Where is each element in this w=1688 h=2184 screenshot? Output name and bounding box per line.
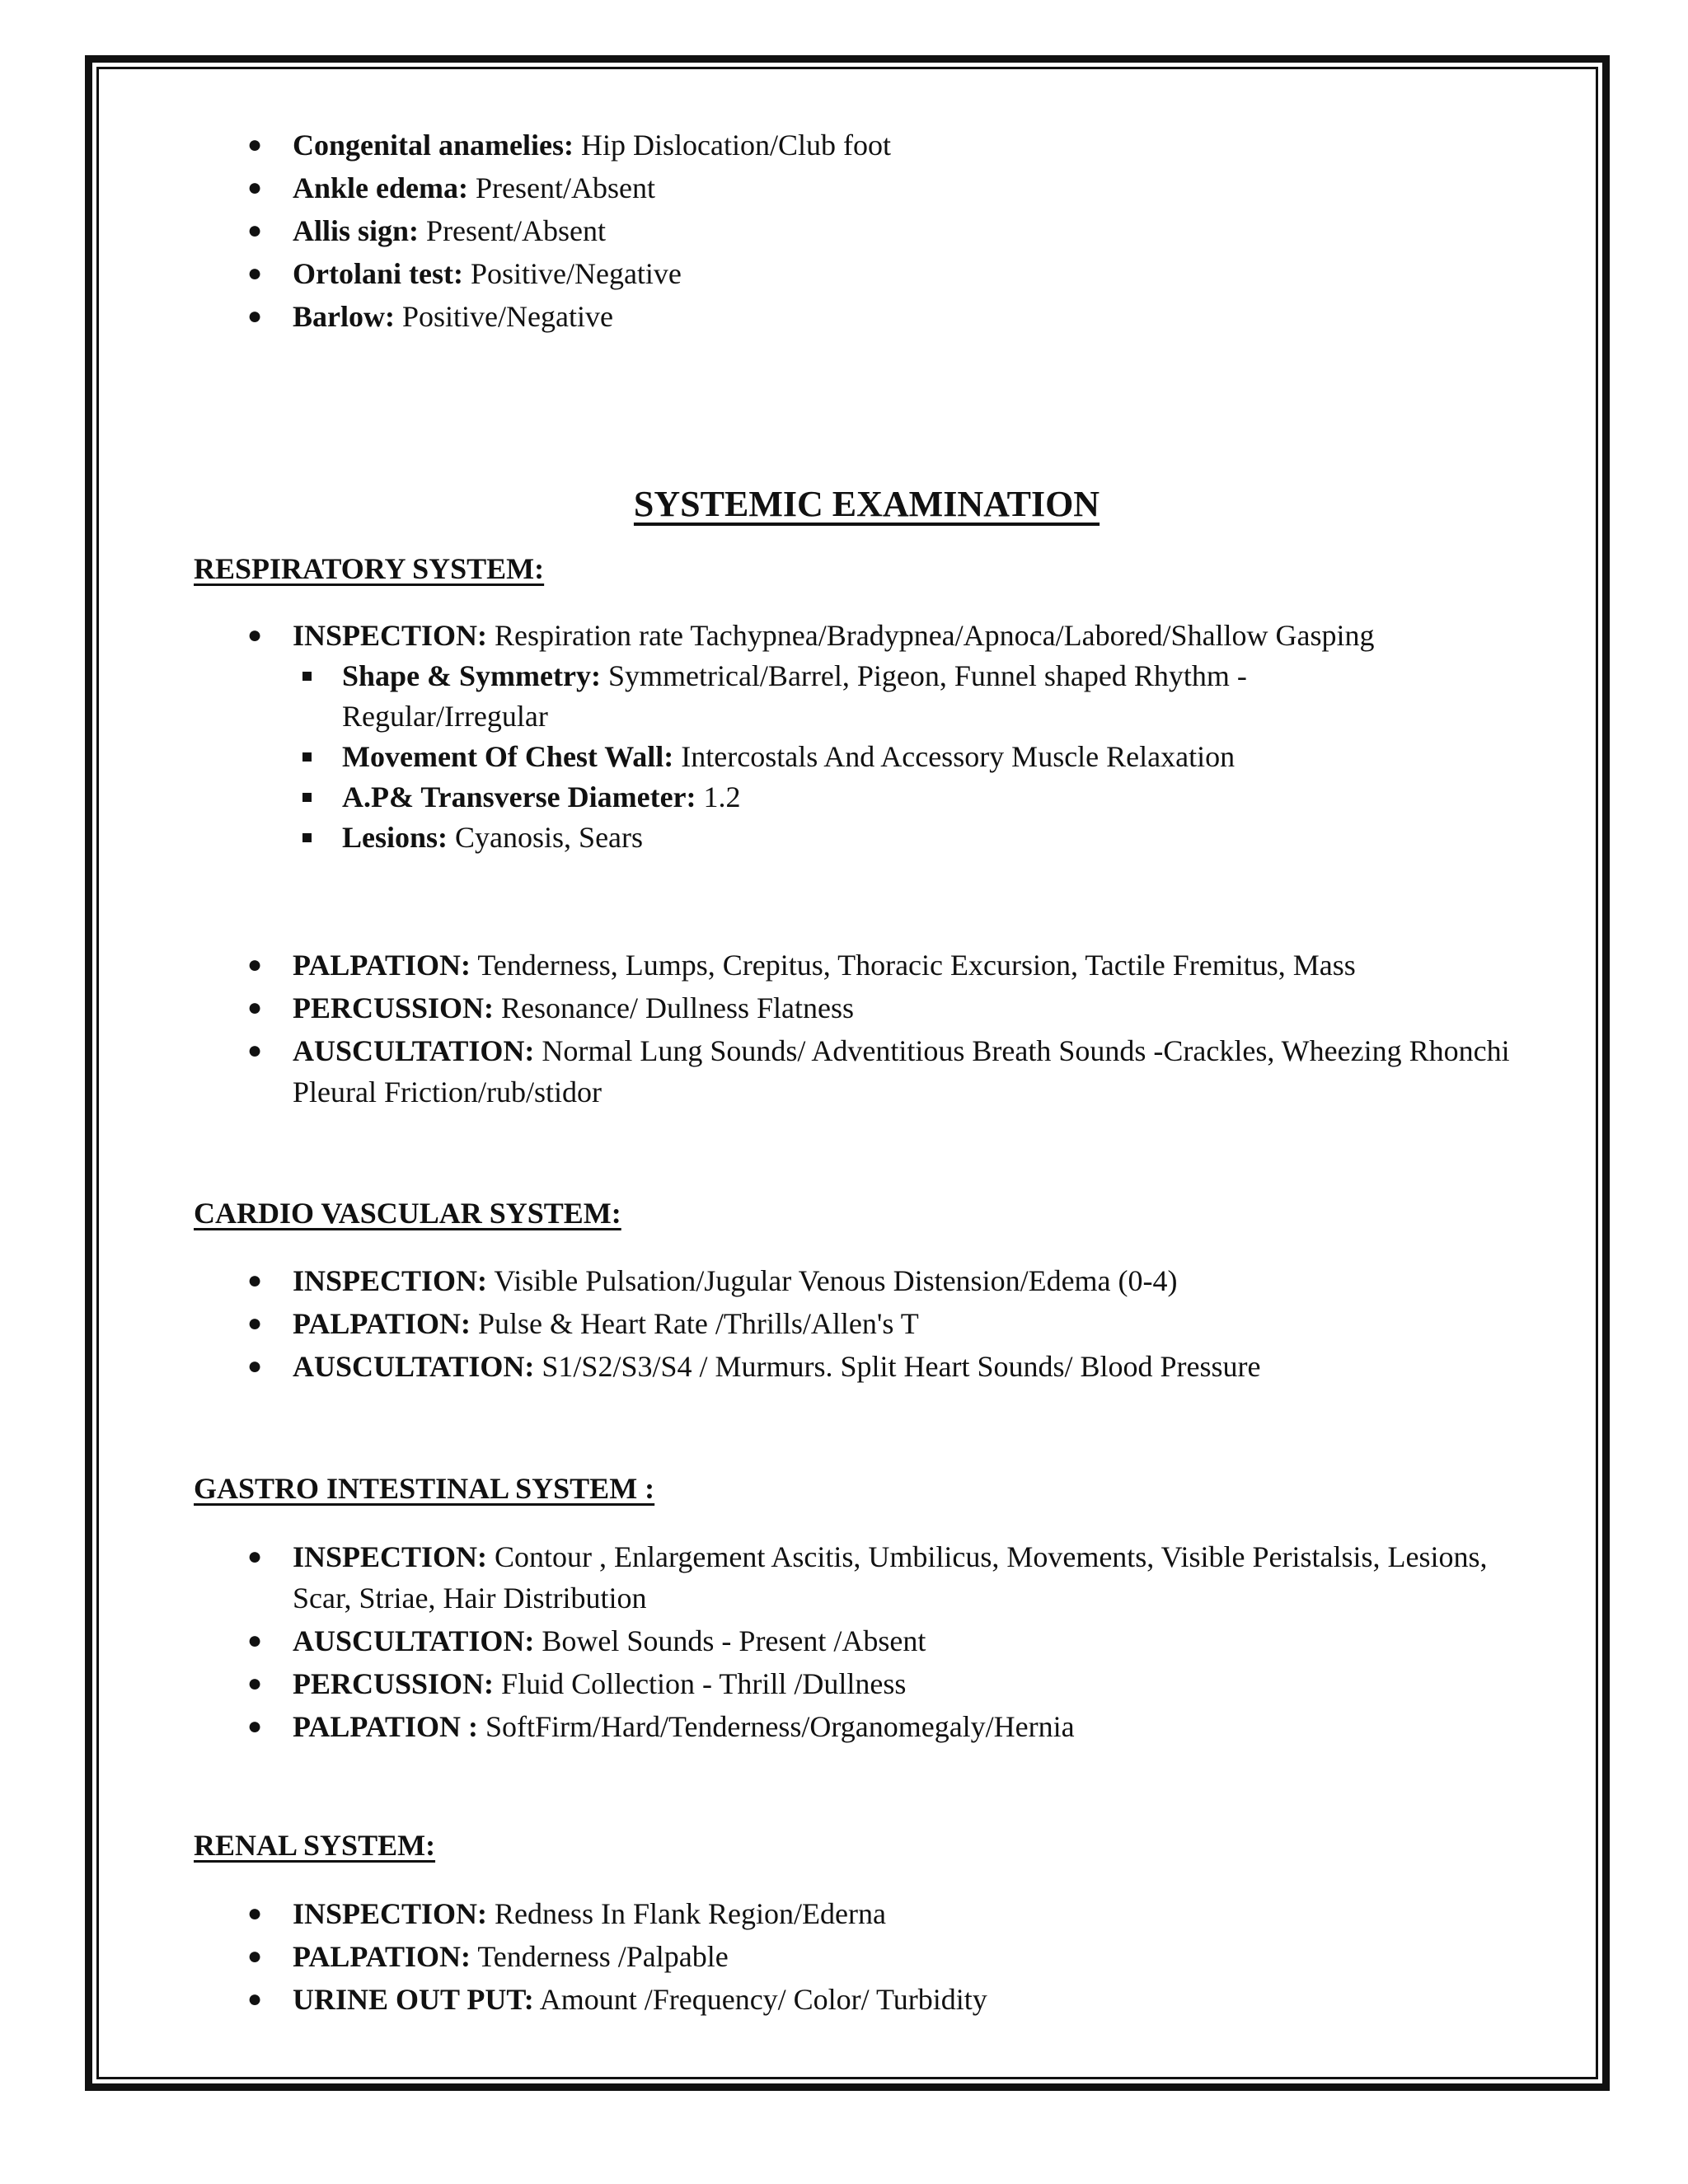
bullet-icon: ● [247, 1943, 263, 1970]
sub-list-item: Shape & Symmetry: Symmetrical/Barrel, Pigeon, Funnel shaped Rhythm - Regular/Irregular [342, 656, 1397, 737]
bullet-icon: ● [247, 994, 263, 1021]
list-item: ● Congenital anamelies: Hip Dislocation/Club foot [293, 124, 1545, 166]
bullet-icon: ● [247, 302, 263, 330]
sub-list-item: Movement Of Chest Wall: Intercostals And Accessory Muscle Relaxation [342, 737, 1397, 777]
bullet-icon: ● [247, 1543, 263, 1570]
square-bullet-icon [302, 752, 312, 762]
square-bullet-icon [302, 672, 312, 681]
list-item: ● Ortolani test: Positive/Negative [293, 253, 1545, 294]
respiratory-inspection [247, 615, 1545, 656]
bullet-icon: ● [247, 621, 263, 649]
bullet-icon: ● [247, 1627, 263, 1654]
bullet-icon: ● [247, 1900, 263, 1927]
section-heading-respiratory: RESPIRATORY SYSTEM: [194, 552, 545, 585]
list-item: ● AUSCULTATION: Bowel Sounds - Present /Absent [293, 1620, 1545, 1661]
bullet-icon: ● [247, 1352, 263, 1380]
list-item: ● INSPECTION: Visible Pulsation/Jugular Venous Distension/Edema (0-4) [293, 1260, 1545, 1301]
list-item: ● URINE OUT PUT: Amount /Frequency/ Color/ Turbidity [293, 1979, 1545, 2020]
list-item: ● AUSCULTATION: Normal Lung Sounds/ Adventitious Breath Sounds -Crackles, Wheezing Rhonchi Pleural Friction/rub/stidor [293, 1030, 1545, 1113]
list-item: ● Barlow: Positive/Negative [293, 296, 1545, 337]
list-item: ● PALPATION: Pulse & Heart Rate /Thrills/Allen's T [293, 1303, 1545, 1344]
bullet-icon: ● [247, 217, 263, 244]
list-item: ● PERCUSSION: Fluid Collection - Thrill /Dullness [293, 1663, 1545, 1704]
sub-list-item: Lesions: Cyanosis, Sears [342, 818, 1397, 858]
list-item: ● PERCUSSION: Resonance/ Dullness Flatness [293, 987, 1545, 1029]
intro-list [247, 124, 1545, 337]
page-title: SYSTEMIC EXAMINATION [633, 484, 1100, 524]
bullet-icon: ● [247, 260, 263, 287]
bullet-icon: ● [247, 174, 263, 201]
cardio-list [247, 1260, 1545, 1387]
list-item: ● PALPATION: Tenderness /Palpable [293, 1936, 1545, 1977]
section-heading-renal: RENAL SYSTEM: [194, 1829, 436, 1862]
bullet-icon: ● [247, 1713, 263, 1740]
list-item: ● PALPATION : SoftFirm/Hard/Tenderness/Organomegaly/Hernia [293, 1706, 1545, 1747]
sub-list-item: A.P& Transverse Diameter: 1.2 [342, 777, 1397, 818]
bullet-icon: ● [247, 1670, 263, 1697]
renal-list [247, 1893, 1545, 2020]
square-bullet-icon [302, 793, 312, 802]
list-item: ● PALPATION: Tenderness, Lumps, Crepitus, Thoracic Excursion, Tactile Fremitus, Mass [293, 944, 1545, 986]
list-item: ● INSPECTION: Redness In Flank Region/Ederna [293, 1893, 1545, 1934]
list-item: ● Ankle edema: Present/Absent [293, 167, 1545, 209]
section-heading-gastro: GASTRO INTESTINAL SYSTEM : [194, 1472, 655, 1505]
bullet-icon: ● [247, 1267, 263, 1294]
bullet-icon: ● [247, 1310, 263, 1337]
respiratory-list [247, 944, 1545, 1113]
section-heading-cardio: CARDIO VASCULAR SYSTEM: [194, 1197, 621, 1230]
list-item: ● Allis sign: Present/Absent [293, 210, 1545, 251]
gastro-list [247, 1536, 1545, 1747]
bullet-icon: ● [247, 131, 263, 158]
bullet-icon: ● [247, 1037, 263, 1064]
list-item: ● INSPECTION: Contour , Enlargement Ascitis, Umbilicus, Movements, Visible Peristalsis, Lesions, Scar, Striae, Hair Distribution [293, 1536, 1545, 1619]
bullet-icon: ● [247, 1985, 263, 2013]
list-item: ● INSPECTION: Respiration rate Tachypnea/Bradypnea/Apnoca/Labored/Shallow Gasping [293, 615, 1545, 656]
list-item: ● AUSCULTATION: S1/S2/S3/S4 / Murmurs. Split Heart Sounds/ Blood Pressure [293, 1346, 1545, 1387]
square-bullet-icon [302, 833, 312, 842]
respiratory-sub-list [342, 656, 1397, 858]
bullet-icon: ● [247, 951, 263, 978]
